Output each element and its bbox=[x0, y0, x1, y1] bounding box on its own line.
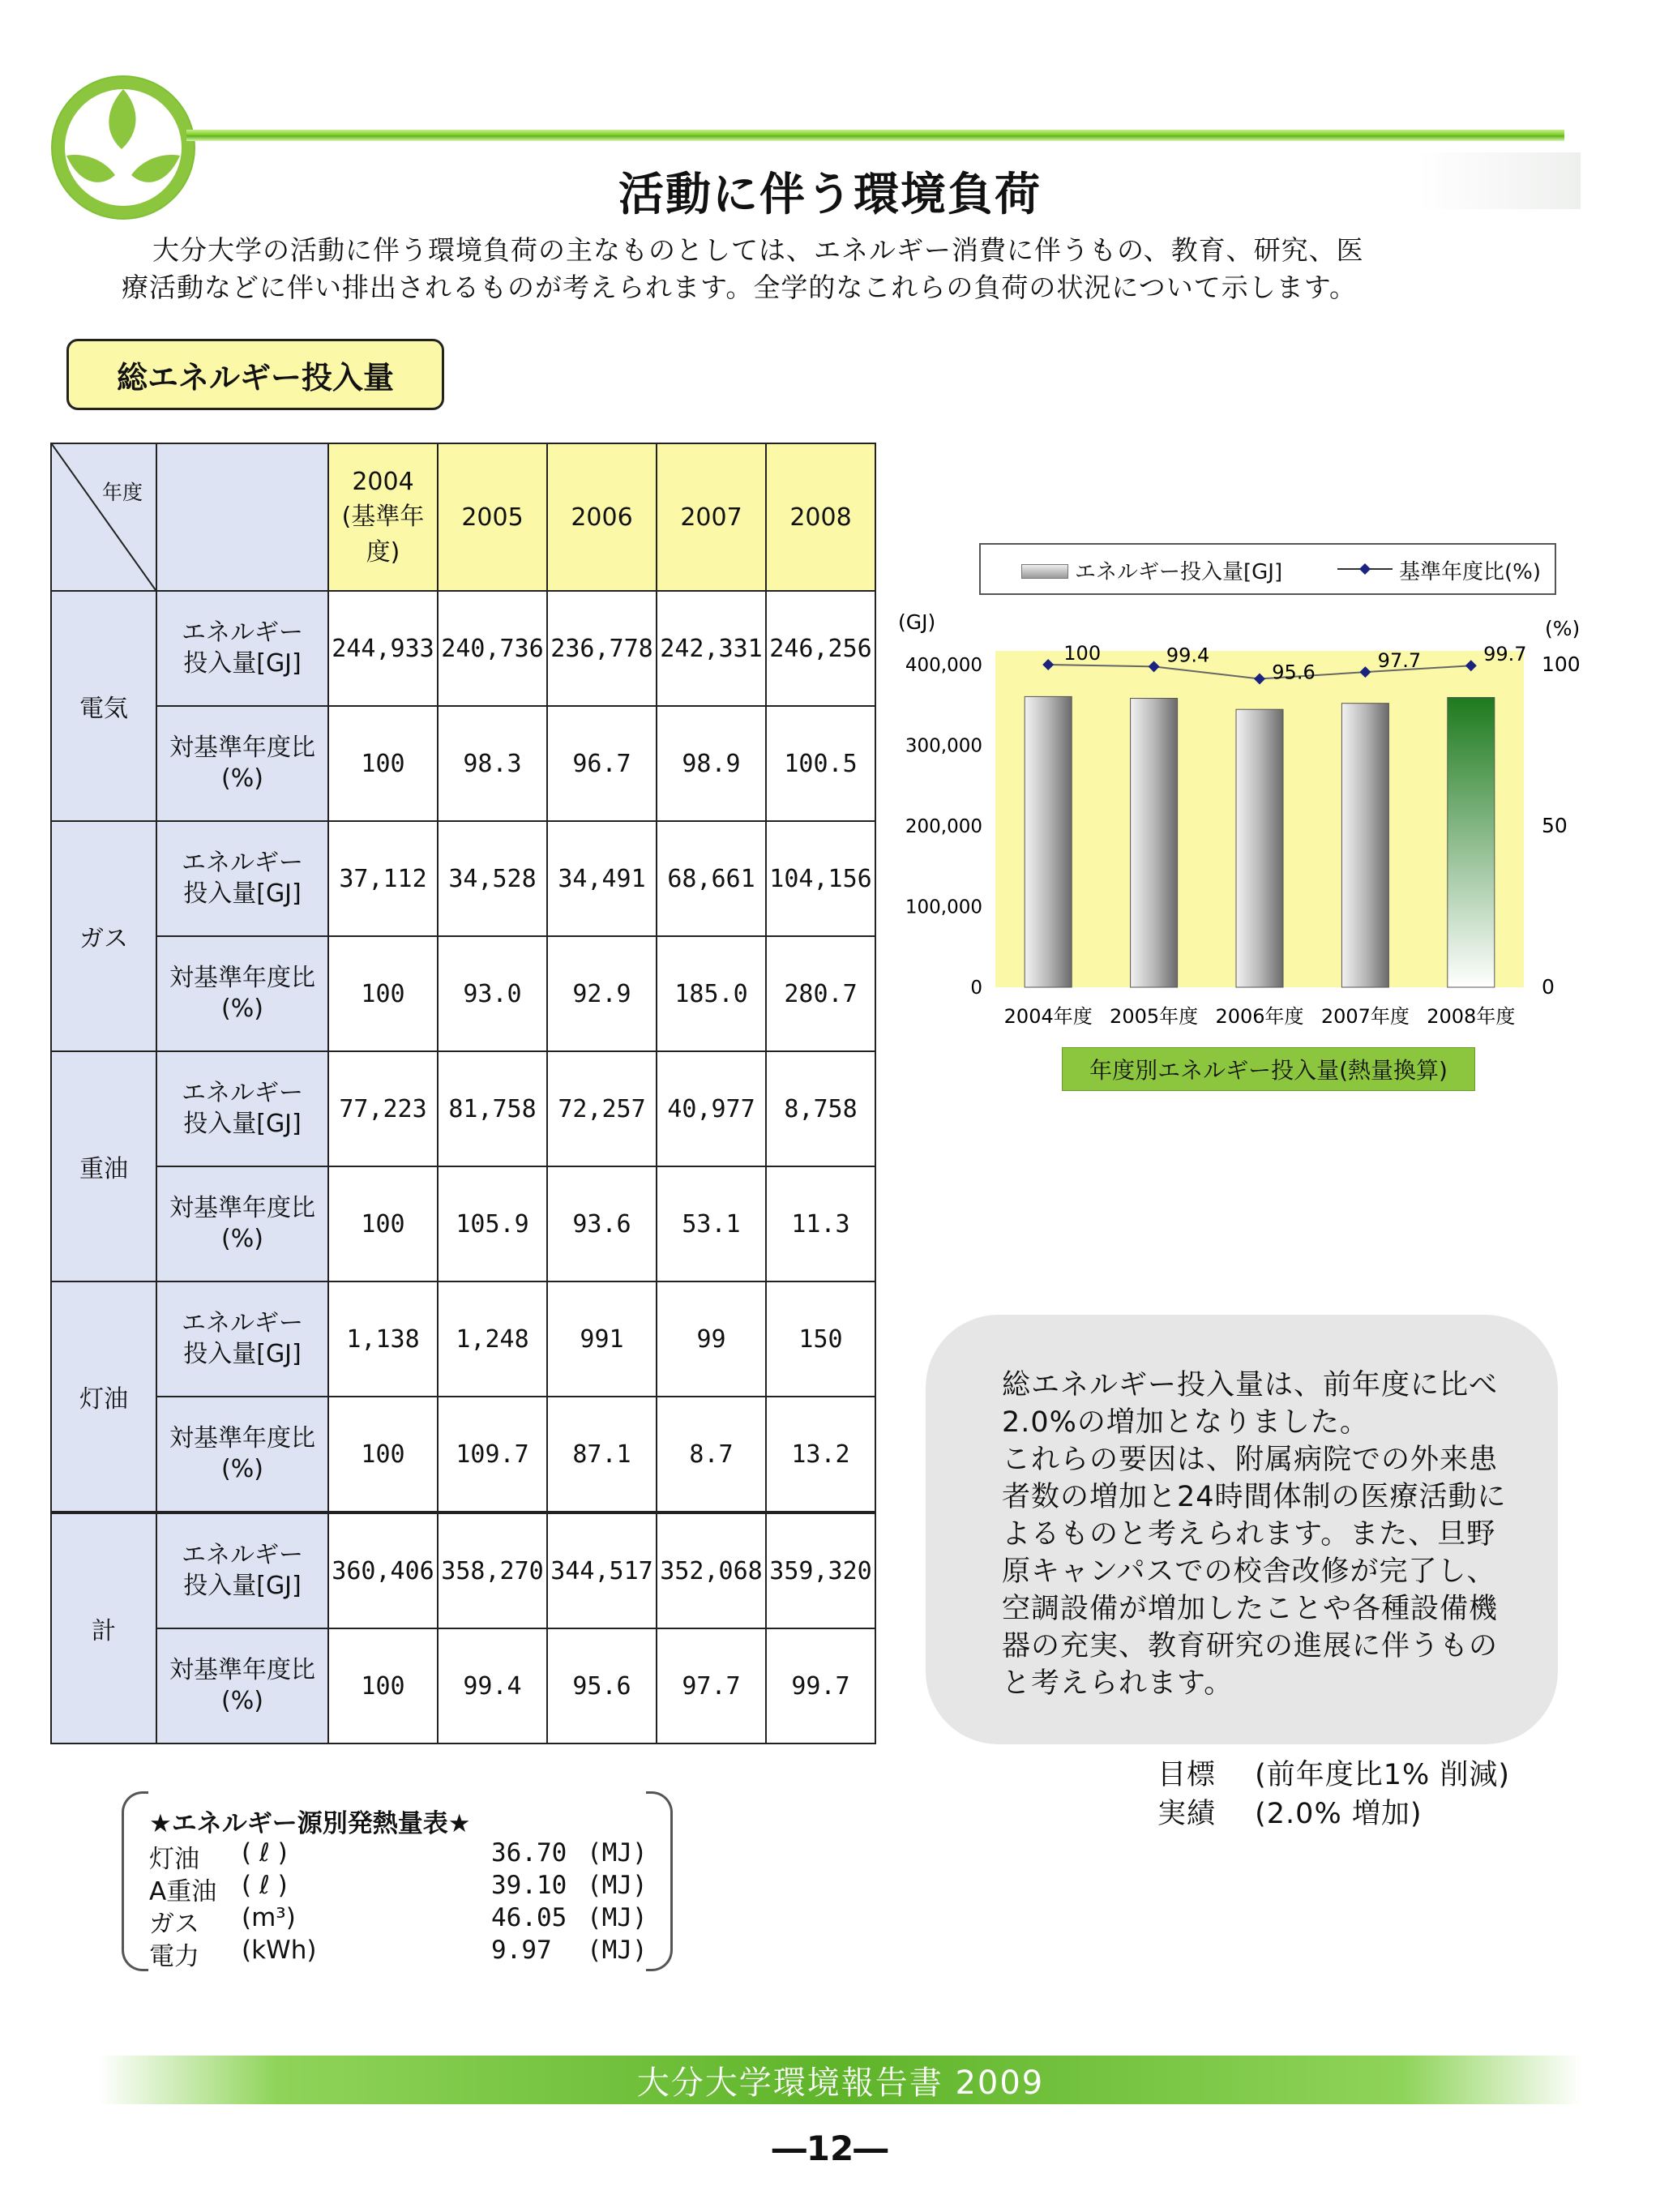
y-right-tick-label: 50 bbox=[1542, 814, 1568, 837]
energy-value-cell: 37,112 bbox=[328, 821, 438, 936]
ratio-value-cell: 100 bbox=[328, 1628, 438, 1744]
y-axis-left-title: (GJ) bbox=[898, 610, 936, 634]
ratio-value-cell: 99.4 bbox=[438, 1628, 547, 1744]
energy-value-cell: 99 bbox=[657, 1281, 766, 1397]
heat-table-title: ★エネルギー源別発熱量表★ bbox=[149, 1809, 471, 1838]
ratio-value-cell: 100 bbox=[328, 1397, 438, 1512]
section-title: 総エネルギー投入量 bbox=[66, 339, 444, 410]
heat-unit: ( ℓ ) bbox=[242, 1871, 288, 1900]
chart-bar bbox=[1025, 696, 1072, 987]
table-row bbox=[51, 1281, 875, 1397]
table-corner-blank bbox=[156, 443, 328, 591]
ratio-value-cell: 105.9 bbox=[438, 1166, 547, 1281]
row-label-ratio: 対基準年度比 (%) bbox=[156, 936, 328, 1051]
ratio-value-cell: 280.7 bbox=[766, 936, 875, 1051]
category-cell: ガス bbox=[51, 821, 156, 1051]
heat-row bbox=[149, 1936, 668, 1971]
year-header: 2008 bbox=[766, 443, 875, 591]
energy-value-cell: 104,156 bbox=[766, 821, 875, 936]
table-row bbox=[51, 1166, 875, 1281]
table-row bbox=[51, 936, 875, 1051]
energy-value-cell: 1,248 bbox=[438, 1281, 547, 1397]
energy-value-cell: 77,223 bbox=[328, 1051, 438, 1166]
heat-mj: (MJ) bbox=[587, 1838, 648, 1868]
bracket-left bbox=[122, 1791, 148, 1971]
ratio-value-cell: 100 bbox=[328, 936, 438, 1051]
energy-value-cell: 150 bbox=[766, 1281, 875, 1397]
energy-value-cell: 34,528 bbox=[438, 821, 547, 936]
heat-unit: (kWh) bbox=[242, 1936, 317, 1965]
ratio-value-cell: 97.7 bbox=[657, 1628, 766, 1744]
heat-mj: (MJ) bbox=[587, 1871, 648, 1900]
ratio-value-cell: 93.0 bbox=[438, 936, 547, 1051]
category-cell: 重油 bbox=[51, 1051, 156, 1281]
page-number: ―12― bbox=[772, 2129, 888, 2168]
row-label-ratio: 対基準年度比 (%) bbox=[156, 1166, 328, 1281]
chart-bar bbox=[1236, 709, 1283, 987]
y-left-tick-label: 100,000 bbox=[905, 896, 982, 918]
energy-value-cell: 40,977 bbox=[657, 1051, 766, 1166]
ratio-value-cell: 98.9 bbox=[657, 706, 766, 821]
heat-name: 電力 bbox=[149, 1942, 199, 1971]
year-header: 2005 bbox=[438, 443, 547, 591]
energy-value-cell: 360,406 bbox=[328, 1512, 438, 1628]
heat-name: 灯油 bbox=[149, 1845, 199, 1874]
heat-value: 36.70 bbox=[491, 1838, 567, 1868]
year-header: 2007 bbox=[657, 443, 766, 591]
heat-row bbox=[149, 1871, 668, 1906]
row-label-energy: エネルギー 投入量[GJ] bbox=[156, 821, 328, 936]
footer-bar: 大分大学環境報告書 2009 bbox=[99, 2056, 1582, 2104]
heat-mj: (MJ) bbox=[587, 1936, 648, 1965]
ratio-data-label: 95.6 bbox=[1272, 661, 1316, 684]
energy-value-cell: 240,736 bbox=[438, 591, 547, 706]
category-cell: 電気 bbox=[51, 591, 156, 821]
energy-value-cell: 8,758 bbox=[766, 1051, 875, 1166]
y-right-tick-label: 100 bbox=[1542, 652, 1581, 676]
summary-paragraph-1: 総エネルギー投入量は、前年度に比べ2.0%の増加となりました。 bbox=[1002, 1369, 1499, 1439]
table-row bbox=[51, 706, 875, 821]
energy-table bbox=[50, 443, 876, 1744]
y-left-tick-label: 0 bbox=[970, 978, 982, 999]
ratio-value-cell: 93.6 bbox=[547, 1166, 657, 1281]
row-label-energy: エネルギー 投入量[GJ] bbox=[156, 591, 328, 706]
ratio-value-cell: 185.0 bbox=[657, 936, 766, 1051]
table-row bbox=[51, 1051, 875, 1166]
ratio-value-cell: 87.1 bbox=[547, 1397, 657, 1512]
row-label-energy: エネルギー 投入量[GJ] bbox=[156, 1512, 328, 1628]
goal-result bbox=[1157, 1756, 1510, 1833]
y-axis-right-title: (%) bbox=[1545, 617, 1581, 640]
ratio-value-cell: 98.3 bbox=[438, 706, 547, 821]
energy-value-cell: 242,331 bbox=[657, 591, 766, 706]
ratio-value-cell: 92.9 bbox=[547, 936, 657, 1051]
x-tick-label: 2007年度 bbox=[1320, 1005, 1410, 1028]
ratio-value-cell: 13.2 bbox=[766, 1397, 875, 1512]
ratio-data-label: 100 bbox=[1063, 642, 1102, 665]
corner-diagonal bbox=[52, 444, 156, 590]
energy-value-cell: 358,270 bbox=[438, 1512, 547, 1628]
heat-row bbox=[149, 1838, 668, 1874]
energy-value-cell: 34,491 bbox=[547, 821, 657, 936]
table-row bbox=[51, 1628, 875, 1744]
summary-box bbox=[926, 1315, 1558, 1744]
ratio-value-cell: 96.7 bbox=[547, 706, 657, 821]
energy-value-cell: 352,068 bbox=[657, 1512, 766, 1628]
energy-chart bbox=[875, 535, 1605, 1119]
ratio-data-label: 97.7 bbox=[1377, 649, 1422, 673]
heat-unit: ( ℓ ) bbox=[242, 1838, 288, 1868]
table-row bbox=[51, 821, 875, 936]
heat-value-table bbox=[122, 1791, 673, 1970]
table-row bbox=[51, 591, 875, 706]
year-header: 2006 bbox=[547, 443, 657, 591]
table-row bbox=[51, 1397, 875, 1512]
legend-line-label: 基準年度比(%) bbox=[1399, 560, 1541, 584]
energy-value-cell: 344,517 bbox=[547, 1512, 657, 1628]
energy-value-cell: 359,320 bbox=[766, 1512, 875, 1628]
y-left-tick-label: 200,000 bbox=[905, 816, 982, 837]
x-tick-label: 2008年度 bbox=[1427, 1005, 1516, 1028]
corner-label: 年度 bbox=[102, 481, 143, 504]
energy-value-cell: 991 bbox=[547, 1281, 657, 1397]
chart-bar bbox=[1131, 699, 1178, 987]
x-tick-label: 2006年度 bbox=[1215, 1005, 1304, 1028]
x-tick-label: 2004年度 bbox=[1003, 1005, 1093, 1028]
table-header-row bbox=[51, 443, 875, 591]
table-row bbox=[51, 1512, 875, 1628]
energy-value-cell: 72,257 bbox=[547, 1051, 657, 1166]
energy-value-cell: 244,933 bbox=[328, 591, 438, 706]
ratio-value-cell: 99.7 bbox=[766, 1628, 875, 1744]
heat-name: A重油 bbox=[149, 1877, 217, 1906]
x-tick-label: 2005年度 bbox=[1110, 1005, 1199, 1028]
energy-value-cell: 236,778 bbox=[547, 591, 657, 706]
legend-bar-label: エネルギー投入量[GJ] bbox=[1075, 560, 1283, 584]
ratio-data-label: 99.4 bbox=[1166, 644, 1210, 667]
row-label-energy: エネルギー 投入量[GJ] bbox=[156, 1281, 328, 1397]
year-header: 2004 (基準年度) bbox=[328, 443, 438, 591]
summary-paragraph-2: これらの要因は、附属病院での外来患者数の増加と24時間体制の医療活動によるものと考えられます。また、旦野原キャンパスでの校舎改修が完了し、空調設備が増加したことや各種設備機器の充実、教育研究の進展に伴うものと考えられます。 bbox=[1002, 1444, 1507, 1700]
energy-value-cell: 81,758 bbox=[438, 1051, 547, 1166]
header-rule bbox=[186, 130, 1564, 141]
ratio-data-label: 99.7 bbox=[1483, 643, 1527, 666]
y-left-tick-label: 400,000 bbox=[905, 655, 982, 676]
y-left-tick-label: 300,000 bbox=[905, 735, 982, 757]
energy-value-cell: 246,256 bbox=[766, 591, 875, 706]
ratio-value-cell: 53.1 bbox=[657, 1166, 766, 1281]
chart-bar bbox=[1448, 697, 1495, 987]
table-corner bbox=[51, 443, 156, 591]
heat-mj: (MJ) bbox=[587, 1903, 648, 1932]
chart-bar bbox=[1341, 704, 1388, 987]
page-title: 活動に伴う環境負荷 bbox=[618, 169, 1042, 221]
heat-name: ガス bbox=[149, 1910, 199, 1939]
intro-line-2: 療活動などに伴い排出されるものが考えられます。全学的なこれらの負荷の状況について示します。 bbox=[122, 272, 1358, 303]
row-label-ratio: 対基準年度比 (%) bbox=[156, 1397, 328, 1512]
category-cell: 灯油 bbox=[51, 1281, 156, 1512]
ratio-value-cell: 109.7 bbox=[438, 1397, 547, 1512]
energy-value-cell: 1,138 bbox=[328, 1281, 438, 1397]
result-line: 実績 (2.0% 増加) bbox=[1157, 1798, 1423, 1830]
intro-line-1: 大分大学の活動に伴う環境負荷の主なものとしては、エネルギー消費に伴うもの、教育、研究、医 bbox=[152, 234, 1364, 266]
ratio-value-cell: 100.5 bbox=[766, 706, 875, 821]
ratio-value-cell: 8.7 bbox=[657, 1397, 766, 1512]
category-cell: 計 bbox=[51, 1512, 156, 1744]
goal-line: 目標 (前年度比1% 削減) bbox=[1157, 1759, 1511, 1791]
energy-value-cell: 68,661 bbox=[657, 821, 766, 936]
heat-row bbox=[149, 1903, 668, 1939]
chart-caption: 年度別エネルギー投入量(熱量換算) bbox=[1062, 1047, 1475, 1091]
heat-unit: (m³) bbox=[242, 1903, 296, 1932]
row-label-ratio: 対基準年度比 (%) bbox=[156, 706, 328, 821]
ratio-value-cell: 100 bbox=[328, 1166, 438, 1281]
heat-value: 9.97 bbox=[491, 1936, 552, 1965]
intro-text bbox=[122, 232, 1516, 306]
ratio-value-cell: 11.3 bbox=[766, 1166, 875, 1281]
y-right-tick-label: 0 bbox=[1542, 975, 1555, 999]
heat-value: 46.05 bbox=[491, 1903, 567, 1932]
heat-value: 39.10 bbox=[491, 1871, 567, 1900]
row-label-ratio: 対基準年度比 (%) bbox=[156, 1628, 328, 1744]
ratio-value-cell: 100 bbox=[328, 706, 438, 821]
row-label-energy: エネルギー 投入量[GJ] bbox=[156, 1051, 328, 1166]
ratio-value-cell: 95.6 bbox=[547, 1628, 657, 1744]
